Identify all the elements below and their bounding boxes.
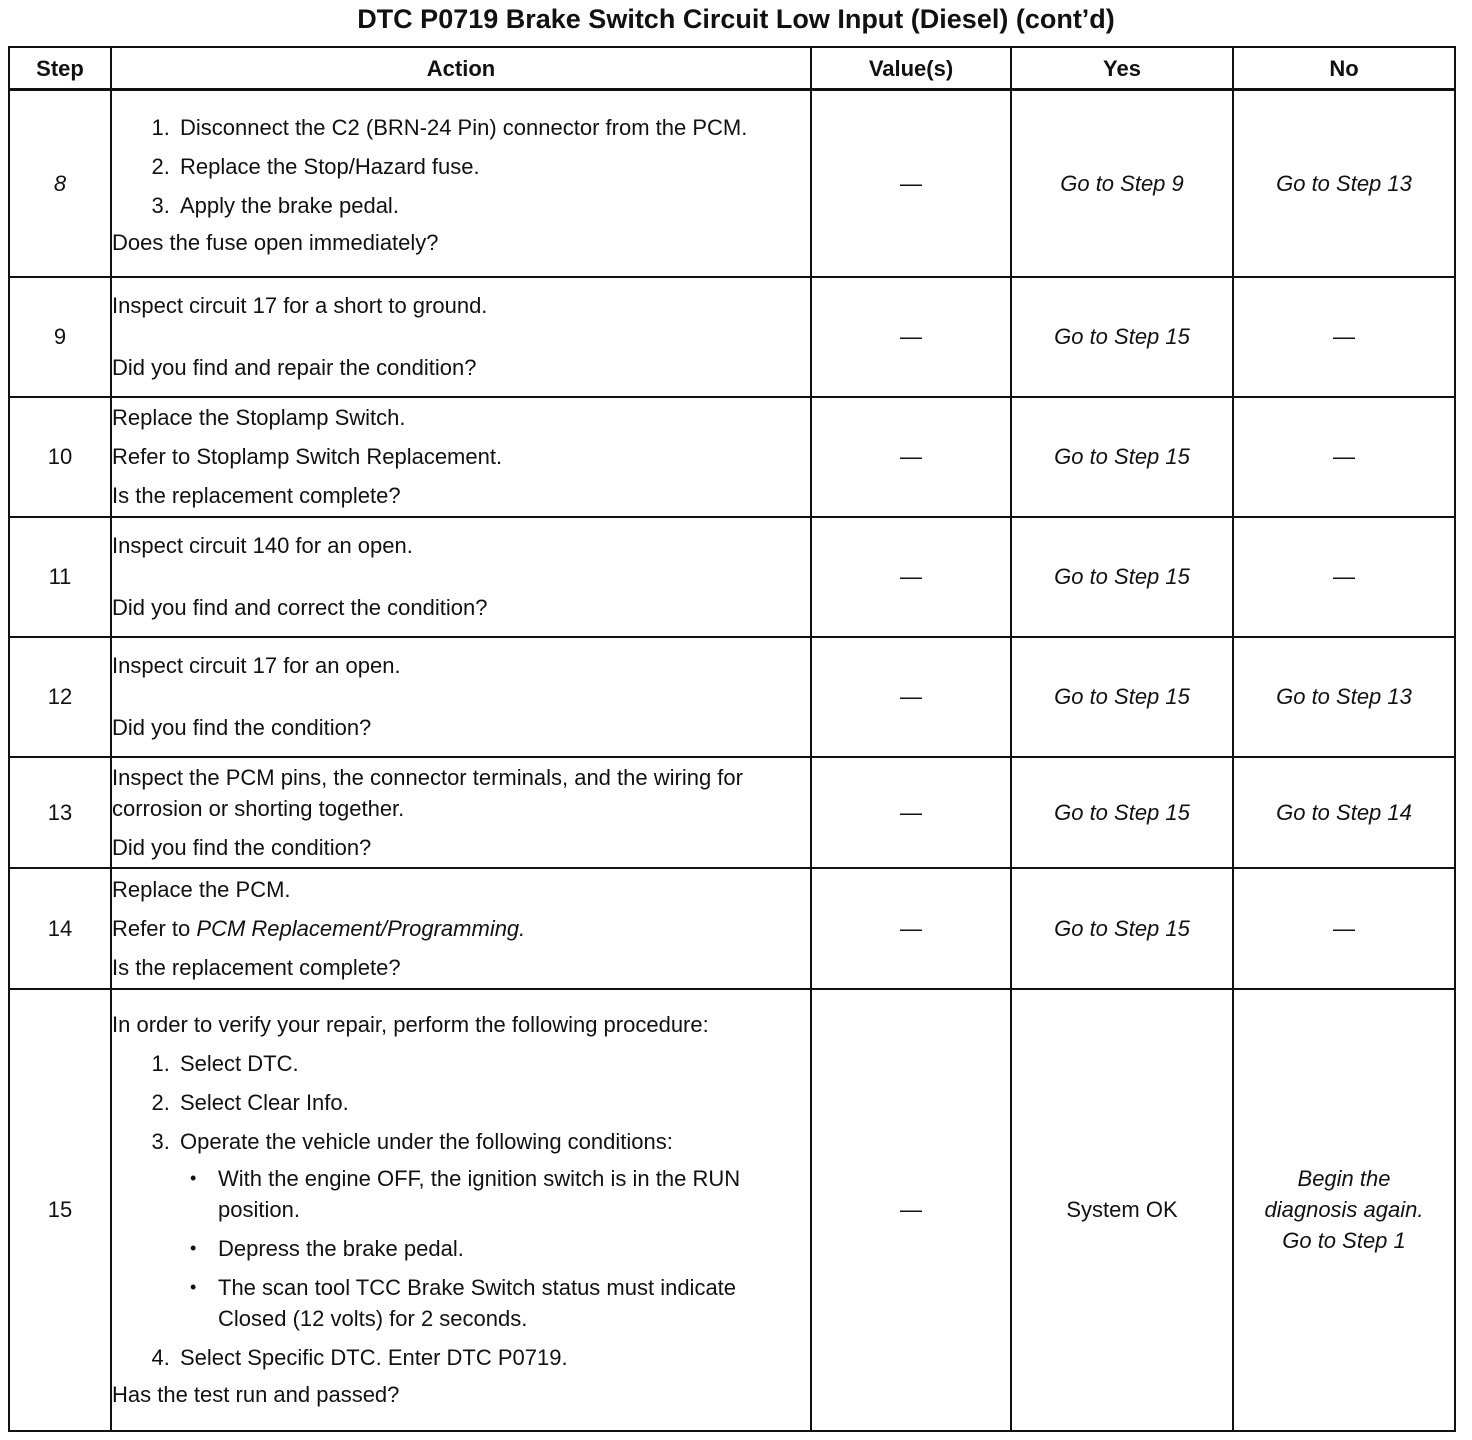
action-text: Inspect circuit 17 for a short to ground. [112, 293, 488, 318]
no-text-line: Begin the [1297, 1166, 1391, 1191]
action-steps-list [112, 112, 810, 221]
value-cell: — [811, 277, 1011, 397]
table-row [9, 989, 1455, 1431]
yes-cell: Go to Step 9 [1011, 90, 1233, 277]
action-question: Does the fuse open immediately? [112, 230, 439, 256]
action-reference [112, 913, 810, 944]
list-item: 1. Disconnect the C2 (BRN-24 Pin) connector from the PCM. [176, 112, 810, 143]
value-cell: — [811, 517, 1011, 637]
value-cell: — [811, 637, 1011, 757]
table-row [9, 397, 1455, 517]
step-number: 14 [9, 868, 111, 989]
action-cell [111, 868, 811, 989]
diagnostic-table [8, 46, 1456, 1432]
action-question: Is the replacement complete? [112, 954, 401, 980]
table-header-row [9, 47, 1455, 90]
bullet-item: • Depress the brake pedal. [214, 1233, 810, 1264]
value-cell: — [811, 90, 1011, 277]
action-text: Replace the Stoplamp Switch. [112, 405, 406, 430]
list-item: 2. Select Clear Info. [176, 1087, 810, 1118]
action-text: Inspect the PCM pins, the connector terminals, and the wiring for corrosion or shorting together. [112, 764, 743, 821]
action-reference: Refer to Stoplamp Switch Replacement. [112, 444, 503, 469]
yes-cell: Go to Step 15 [1011, 637, 1233, 757]
action-cell [111, 397, 811, 517]
action-text: Inspect circuit 17 for an open. [112, 653, 401, 678]
table-row [9, 90, 1455, 277]
table-row [9, 517, 1455, 637]
header-action: Action [111, 47, 811, 90]
value-cell: — [811, 397, 1011, 517]
table-row [9, 277, 1455, 397]
no-cell: — [1233, 277, 1455, 397]
step-number: 15 [9, 989, 111, 1431]
action-question: Did you find and correct the condition? [112, 595, 488, 620]
bullet-item: • The scan tool TCC Brake Switch status must indicate Closed (12 volts) for 2 seconds. [214, 1272, 810, 1334]
step-number: 13 [9, 757, 111, 868]
yes-cell: Go to Step 15 [1011, 517, 1233, 637]
step-number: 12 [9, 637, 111, 757]
header-values: Value(s) [811, 47, 1011, 90]
step-number: 10 [9, 397, 111, 517]
no-cell: Go to Step 13 [1233, 637, 1455, 757]
step-number: 11 [9, 517, 111, 637]
no-cell: Go to Step 14 [1233, 757, 1455, 868]
header-yes: Yes [1011, 47, 1233, 90]
yes-cell: Go to Step 15 [1011, 757, 1233, 868]
header-step: Step [9, 47, 111, 90]
list-item-text: Operate the vehicle under the following conditions: [180, 1129, 673, 1154]
list-item: 4. Select Specific DTC. Enter DTC P0719. [176, 1342, 810, 1373]
header-no: No [1233, 47, 1455, 90]
no-text-line: Go to Step 1 [1282, 1228, 1406, 1253]
action-question: Did you find the condition? [112, 715, 372, 740]
action-cell [111, 90, 811, 277]
action-question: Did you find and repair the condition? [112, 355, 477, 380]
action-question: Did you find the condition? [112, 834, 372, 860]
action-cell [111, 637, 811, 757]
action-text: Inspect circuit 140 for an open. [112, 533, 413, 558]
value-cell: — [811, 989, 1011, 1431]
no-cell: — [1233, 868, 1455, 989]
table-row [9, 637, 1455, 757]
action-cell [111, 989, 811, 1431]
yes-cell: Go to Step 15 [1011, 277, 1233, 397]
no-cell [1233, 989, 1455, 1431]
action-text: In order to verify your repair, perform the following procedure: [112, 1012, 709, 1037]
yes-cell: Go to Step 15 [1011, 868, 1233, 989]
value-cell: — [811, 757, 1011, 868]
yes-cell: Go to Step 15 [1011, 397, 1233, 517]
no-cell: — [1233, 517, 1455, 637]
action-steps-list [112, 1048, 810, 1373]
action-cell [111, 757, 811, 868]
action-question: Is the replacement complete? [112, 483, 401, 508]
list-item: 1. Select DTC. [176, 1048, 810, 1079]
table-row [9, 757, 1455, 868]
bullet-item: • With the engine OFF, the ignition switch is in the RUN position. [214, 1163, 810, 1225]
yes-cell: System OK [1011, 989, 1233, 1431]
action-cell [111, 277, 811, 397]
action-question: Has the test run and passed? [112, 1382, 400, 1407]
table-row [9, 868, 1455, 989]
no-cell: — [1233, 397, 1455, 517]
step-number: 8 [9, 90, 111, 277]
action-text: Replace the PCM. [112, 876, 291, 902]
value-cell: — [811, 868, 1011, 989]
list-item: 2. Replace the Stop/Hazard fuse. [176, 151, 810, 182]
reference-link: PCM Replacement/Programming. [196, 915, 526, 941]
action-cell [111, 517, 811, 637]
list-item [176, 1126, 810, 1334]
conditions-list [180, 1163, 810, 1334]
no-cell: Go to Step 13 [1233, 90, 1455, 277]
reference-prefix: Refer to [112, 915, 191, 941]
step-number: 9 [9, 277, 111, 397]
page-title: DTC P0719 Brake Switch Circuit Low Input (Diesel) (cont’d) [357, 4, 1115, 34]
list-item: 3. Apply the brake pedal. [176, 190, 810, 221]
no-text-line: diagnosis again. [1264, 1197, 1424, 1222]
